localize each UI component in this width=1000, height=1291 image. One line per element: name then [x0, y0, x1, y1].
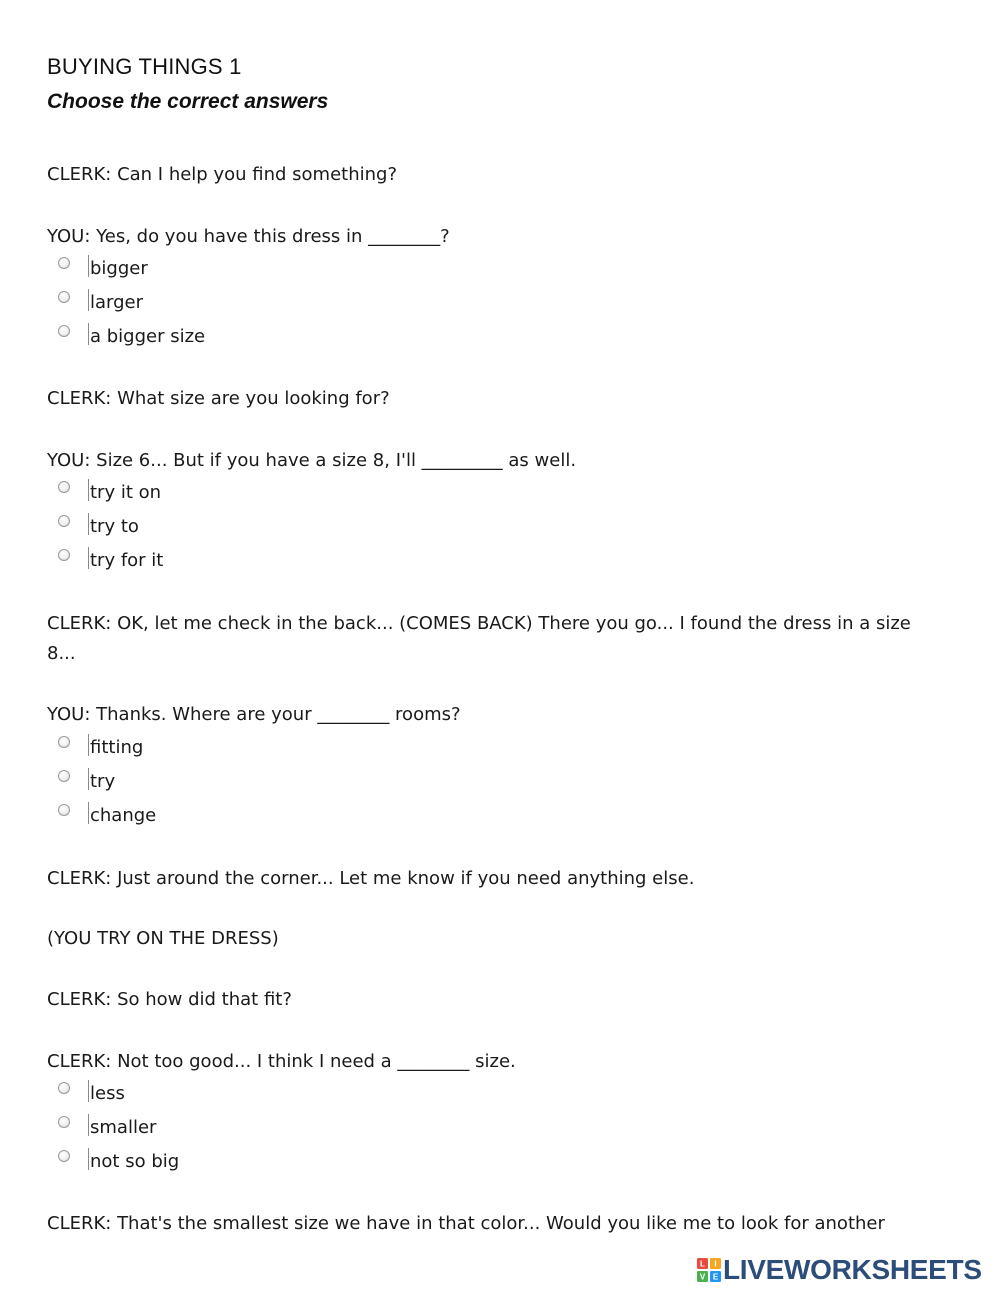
question-1-prompt: YOU: Yes, do you have this dress in ________? — [47, 226, 450, 247]
option-divider — [88, 289, 89, 311]
radio-button[interactable] — [58, 1116, 70, 1128]
dialogue-line-clerk-fit: CLERK: So how did that fit? — [47, 989, 292, 1010]
question-2-option-3[interactable] — [58, 547, 358, 577]
question-1-option-3[interactable] — [58, 323, 358, 353]
option-label: fitting — [90, 737, 144, 758]
option-label: try for it — [90, 550, 164, 571]
question-4-option-1[interactable] — [58, 1080, 358, 1110]
radio-button[interactable] — [58, 1082, 70, 1094]
dialogue-line-clerk-help: CLERK: Can I help you find something? — [47, 164, 397, 185]
svg-text:E: E — [712, 1272, 719, 1282]
option-label: bigger — [90, 258, 148, 279]
question-3-option-2[interactable] — [58, 768, 358, 798]
liveworksheets-logo — [697, 1254, 997, 1286]
dialogue-line-clerk-corner: CLERK: Just around the corner... Let me know if you need anything else. — [47, 868, 695, 889]
worksheet-title: BUYING THINGS 1 — [47, 54, 242, 79]
dialogue-line-clerk-smallest: CLERK: That's the smallest size we have in that color... Would you like me to look for another — [47, 1213, 885, 1234]
option-label: not so big — [90, 1151, 180, 1172]
svg-text:I: I — [714, 1259, 717, 1269]
option-label: smaller — [90, 1117, 157, 1138]
radio-button[interactable] — [58, 291, 70, 303]
question-3-option-1[interactable] — [58, 734, 358, 764]
question-4-option-2[interactable] — [58, 1114, 358, 1144]
question-3-option-3[interactable] — [58, 802, 358, 832]
option-label: try to — [90, 516, 139, 537]
radio-button[interactable] — [58, 481, 70, 493]
question-2-prompt: YOU: Size 6... But if you have a size 8, I'll _________ as well. — [47, 450, 577, 471]
liveworksheets-logo-icon — [697, 1258, 721, 1282]
question-4-option-3[interactable] — [58, 1148, 358, 1178]
svg-text:L: L — [700, 1259, 705, 1269]
radio-button[interactable] — [58, 515, 70, 527]
option-divider — [88, 768, 89, 790]
option-divider — [88, 734, 89, 756]
radio-button[interactable] — [58, 770, 70, 782]
option-divider — [88, 1148, 89, 1170]
question-2-option-1[interactable] — [58, 479, 358, 509]
radio-button[interactable] — [58, 549, 70, 561]
radio-button[interactable] — [58, 736, 70, 748]
dialogue-line-stage-direction: (YOU TRY ON THE DRESS) — [47, 928, 279, 949]
liveworksheets-logo-text: LIVEWORKSHEETS — [723, 1254, 982, 1285]
option-label: change — [90, 805, 157, 826]
svg-text:V: V — [699, 1272, 706, 1282]
dialogue-line-clerk-size: CLERK: What size are you looking for? — [47, 388, 390, 409]
option-label: try — [90, 771, 116, 792]
option-divider — [88, 1080, 89, 1102]
option-divider — [88, 323, 89, 345]
radio-button[interactable] — [58, 1150, 70, 1162]
question-1-option-1[interactable] — [58, 255, 358, 285]
option-divider — [88, 513, 89, 535]
radio-button[interactable] — [58, 257, 70, 269]
option-divider — [88, 547, 89, 569]
radio-button[interactable] — [58, 325, 70, 337]
dialogue-line-clerk-check: CLERK: OK, let me check in the back... (COMES BACK) There you go... I found the dress in a size 8... — [47, 613, 911, 664]
question-4-prompt: CLERK: Not too good... I think I need a ________ size. — [47, 1051, 516, 1072]
option-divider — [88, 802, 89, 824]
question-2-option-2[interactable] — [58, 513, 358, 543]
radio-button[interactable] — [58, 804, 70, 816]
option-label: try it on — [90, 482, 162, 503]
option-divider — [88, 1114, 89, 1136]
worksheet-instructions: Choose the correct answers — [47, 90, 329, 113]
question-1-option-2[interactable] — [58, 289, 358, 319]
question-3-prompt: YOU: Thanks. Where are your ________ rooms? — [47, 704, 461, 725]
option-divider — [88, 255, 89, 277]
option-label: less — [90, 1083, 125, 1104]
option-label: larger — [90, 292, 144, 313]
option-divider — [88, 479, 89, 501]
option-label: a bigger size — [90, 326, 206, 347]
